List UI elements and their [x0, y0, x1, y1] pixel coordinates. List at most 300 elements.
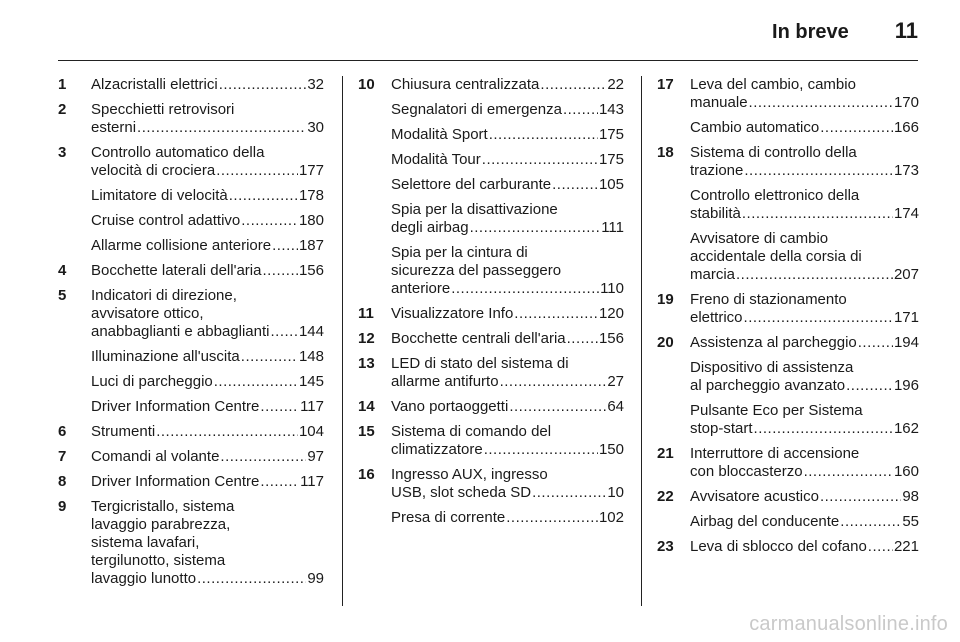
- entry-line: Controllo automatico della: [91, 144, 265, 161]
- entry-line: Leva del cambio, cambio: [690, 76, 856, 93]
- leader-dots: [197, 570, 306, 588]
- index-entry[interactable]: [58, 187, 324, 205]
- entry-line: sistema lavafari,: [91, 534, 200, 551]
- entry-label: lavaggio lunotto: [91, 570, 197, 587]
- entry-page-number: 99: [307, 570, 324, 587]
- entry-label: Alzacristalli elettrici: [91, 76, 218, 93]
- entry-page-number: 175: [598, 126, 624, 143]
- index-entry[interactable]: [657, 76, 919, 112]
- leader-dots: [744, 162, 893, 180]
- entry-line: Dispositivo di assistenza: [690, 359, 854, 376]
- entry-page-number: 105: [598, 176, 624, 193]
- entry-page-number: 221: [893, 538, 919, 555]
- entry-last-line: [91, 262, 324, 280]
- entry-label: Visualizzatore Info: [391, 305, 514, 322]
- index-entry[interactable]: [358, 101, 624, 119]
- entry-last-line: [391, 101, 624, 119]
- entry-text: [91, 76, 324, 94]
- index-entry[interactable]: [358, 398, 624, 416]
- entry-text: [91, 423, 324, 441]
- leader-dots: [241, 212, 298, 230]
- entry-text: [91, 398, 324, 416]
- entry-text: [690, 402, 919, 438]
- entry-page-number: 32: [307, 76, 324, 93]
- entry-line: Controllo elettronico della: [690, 187, 860, 204]
- entry-number: 3: [58, 144, 67, 161]
- entry-number: 12: [358, 330, 375, 347]
- entry-label: degli airbag: [391, 219, 469, 236]
- leader-dots: [744, 309, 893, 327]
- entry-number: 14: [358, 398, 375, 415]
- index-entry[interactable]: [358, 151, 624, 169]
- entry-label: Driver Information Centre: [91, 398, 260, 415]
- watermark: carmanualsonline.info: [749, 613, 948, 635]
- index-entry[interactable]: [358, 201, 624, 237]
- entry-last-line: [391, 373, 624, 391]
- entry-text: [91, 187, 324, 205]
- header-rule: [58, 60, 918, 61]
- leader-dots: [137, 119, 306, 137]
- entry-last-line: [91, 398, 324, 416]
- entry-text: [391, 101, 624, 119]
- entry-text: [91, 448, 324, 466]
- leader-dots: [484, 441, 598, 459]
- index-entry[interactable]: [358, 244, 624, 298]
- leader-dots: [749, 94, 893, 112]
- entry-label: Presa di corrente: [391, 509, 506, 526]
- entry-text: [690, 230, 919, 284]
- entry-line: Spia per la disattivazione: [391, 201, 558, 218]
- entry-page-number: 156: [298, 262, 324, 279]
- index-entry[interactable]: [358, 76, 624, 94]
- entry-label: al parcheggio avanzato: [690, 377, 846, 394]
- entry-page-number: 120: [598, 305, 624, 322]
- entry-label: Assistenza al parcheggio: [690, 334, 857, 351]
- leader-dots: [514, 305, 598, 323]
- entry-text: [690, 359, 919, 395]
- entry-last-line: [690, 538, 919, 556]
- entry-last-line: [391, 441, 624, 459]
- entry-label: allarme antifurto: [391, 373, 499, 390]
- entry-page-number: 10: [607, 484, 624, 501]
- entry-text: [391, 398, 624, 416]
- entry-text: [690, 513, 919, 531]
- entry-page-number: 160: [893, 463, 919, 480]
- leader-dots: [567, 330, 598, 348]
- entry-page-number: 194: [893, 334, 919, 351]
- entry-label: manuale: [690, 94, 748, 111]
- entry-last-line: [391, 330, 624, 348]
- entry-text: [391, 466, 624, 502]
- leader-dots: [270, 323, 297, 341]
- index-entry[interactable]: [58, 473, 324, 491]
- entry-text: [391, 330, 624, 348]
- entry-page-number: 97: [307, 448, 324, 465]
- entry-label: Driver Information Centre: [91, 473, 260, 490]
- leader-dots: [156, 423, 298, 441]
- entry-last-line: [690, 309, 919, 327]
- entry-label: stabilità: [690, 205, 741, 222]
- entry-page-number: 145: [298, 373, 324, 390]
- entry-text: [91, 144, 324, 180]
- entry-label: elettrico: [690, 309, 743, 326]
- entry-last-line: [391, 280, 624, 298]
- index-entry[interactable]: [58, 498, 324, 588]
- entry-page-number: 170: [893, 94, 919, 111]
- entry-page-number: 111: [601, 219, 624, 236]
- entry-last-line: [391, 305, 624, 323]
- entry-last-line: [91, 448, 324, 466]
- entry-number: 21: [657, 445, 674, 462]
- entry-last-line: [391, 219, 624, 237]
- entry-label: Cambio automatico: [690, 119, 820, 136]
- index-entry[interactable]: [657, 187, 919, 223]
- entry-page-number: 180: [298, 212, 324, 229]
- leader-dots: [736, 266, 893, 284]
- entry-label: stop-start: [690, 420, 753, 437]
- entry-text: [391, 244, 624, 298]
- entry-number: 18: [657, 144, 674, 161]
- entry-page-number: 143: [598, 101, 624, 118]
- entry-label: Leva di sblocco del cofano: [690, 538, 867, 555]
- entry-last-line: [391, 151, 624, 169]
- column-divider-2: [641, 76, 642, 606]
- entry-text: [391, 509, 624, 527]
- entry-number: 1: [58, 76, 67, 93]
- entry-number: 20: [657, 334, 674, 351]
- entry-last-line: [91, 162, 324, 180]
- entry-text: [91, 101, 324, 137]
- leader-dots: [451, 280, 599, 298]
- entry-page-number: 178: [298, 187, 324, 204]
- entry-number: 19: [657, 291, 674, 308]
- entry-page-number: 156: [598, 330, 624, 347]
- entry-last-line: [690, 119, 919, 137]
- entry-label: Strumenti: [91, 423, 156, 440]
- leader-dots: [489, 126, 598, 144]
- index-entry[interactable]: [657, 334, 919, 352]
- entry-page-number: 144: [298, 323, 324, 340]
- entry-last-line: [91, 473, 324, 491]
- entry-last-line: [91, 570, 324, 588]
- entry-page-number: 173: [893, 162, 919, 179]
- entry-label: Cruise control adattivo: [91, 212, 241, 229]
- leader-dots: [846, 377, 893, 395]
- entry-text: [391, 305, 624, 323]
- entry-last-line: [391, 126, 624, 144]
- entry-number: 22: [657, 488, 674, 505]
- entry-line: avvisatore ottico,: [91, 305, 204, 322]
- entry-page-number: 175: [598, 151, 624, 168]
- entry-last-line: [91, 76, 324, 94]
- entry-last-line: [391, 176, 624, 194]
- entry-text: [690, 291, 919, 327]
- index-entry[interactable]: [657, 445, 919, 481]
- leader-dots: [262, 262, 298, 280]
- entry-label: Selettore del carburante: [391, 176, 552, 193]
- entry-line: sicurezza del passeggero: [391, 262, 562, 279]
- entry-line: Tergicristallo, sistema: [91, 498, 235, 515]
- entry-page-number: 207: [893, 266, 919, 283]
- entry-page-number: 55: [902, 513, 919, 530]
- index-entry[interactable]: [58, 398, 324, 416]
- leader-dots: [220, 448, 306, 466]
- entry-page-number: 64: [607, 398, 624, 415]
- entry-text: [391, 423, 624, 459]
- index-entry[interactable]: [657, 513, 919, 531]
- entry-text: [391, 151, 624, 169]
- leader-dots: [500, 373, 607, 391]
- entry-number: 6: [58, 423, 67, 440]
- index-entry[interactable]: [358, 305, 624, 323]
- entry-page-number: 196: [893, 377, 919, 394]
- entry-number: 2: [58, 101, 67, 118]
- index-entry[interactable]: [657, 538, 919, 556]
- index-entry[interactable]: [358, 176, 624, 194]
- entry-label: Limitatore di velocità: [91, 187, 228, 204]
- leader-dots: [260, 398, 299, 416]
- entry-label: marcia: [690, 266, 736, 283]
- entry-label: Bocchette laterali dell'aria: [91, 262, 262, 279]
- index-entry[interactable]: [358, 423, 624, 459]
- index-entry[interactable]: [358, 466, 624, 502]
- index-entry[interactable]: [58, 287, 324, 341]
- entry-last-line: [690, 513, 919, 531]
- entry-text: [91, 262, 324, 280]
- entry-line: Ingresso AUX, ingresso: [391, 466, 548, 483]
- entry-last-line: [690, 94, 919, 112]
- entry-line: Interruttore di accensione: [690, 445, 860, 462]
- leader-dots: [272, 237, 298, 255]
- entry-last-line: [91, 237, 324, 255]
- entry-last-line: [690, 377, 919, 395]
- entry-line: Spia per la cintura di: [391, 244, 528, 261]
- entry-number: 11: [358, 305, 374, 322]
- entry-label: Segnalatori di emergenza: [391, 101, 562, 118]
- entry-page-number: 174: [893, 205, 919, 222]
- index-entry[interactable]: [58, 373, 324, 391]
- leader-dots: [820, 119, 893, 137]
- entry-page-number: 27: [607, 373, 624, 390]
- entry-text: [391, 355, 624, 391]
- index-entry[interactable]: [358, 330, 624, 348]
- entry-last-line: [690, 463, 919, 481]
- entry-page-number: 98: [902, 488, 919, 505]
- index-entry[interactable]: [58, 101, 324, 137]
- entry-label: climatizzatore: [391, 441, 483, 458]
- leader-dots: [506, 509, 598, 527]
- entry-last-line: [391, 509, 624, 527]
- entry-number: 13: [358, 355, 375, 372]
- entry-text: [91, 473, 324, 491]
- entry-page-number: 187: [298, 237, 324, 254]
- entry-text: [690, 187, 919, 223]
- entry-text: [690, 445, 919, 481]
- entry-label: Modalità Tour: [391, 151, 481, 168]
- entry-last-line: [391, 398, 624, 416]
- entry-label: Airbag del conducente: [690, 513, 840, 530]
- entry-text: [91, 287, 324, 341]
- entry-last-line: [391, 484, 624, 502]
- leader-dots: [509, 398, 606, 416]
- page-number: 11: [894, 18, 918, 43]
- index-entry[interactable]: [58, 212, 324, 230]
- leader-dots: [532, 484, 606, 502]
- leader-dots: [482, 151, 598, 169]
- entry-text: [91, 373, 324, 391]
- index-entry[interactable]: [58, 448, 324, 466]
- entry-line: lavaggio parabrezza,: [91, 516, 231, 533]
- entry-label: anteriore: [391, 280, 451, 297]
- leader-dots: [214, 373, 298, 391]
- entry-text: [690, 76, 919, 112]
- entry-text: [391, 126, 624, 144]
- entry-number: 15: [358, 423, 375, 440]
- index-entry[interactable]: [358, 509, 624, 527]
- entry-last-line: [91, 373, 324, 391]
- entry-page-number: 177: [298, 162, 324, 179]
- leader-dots: [470, 219, 601, 237]
- entry-page-number: 102: [598, 509, 624, 526]
- entry-text: [690, 119, 919, 137]
- index-column-1: [58, 76, 324, 595]
- entry-number: 16: [358, 466, 375, 483]
- entry-number: 7: [58, 448, 67, 465]
- entry-label: Modalità Sport: [391, 126, 488, 143]
- entry-text: [690, 538, 919, 556]
- entry-page-number: 117: [300, 473, 324, 490]
- entry-text: [91, 237, 324, 255]
- entry-last-line: [690, 334, 919, 352]
- leader-dots: [229, 187, 298, 205]
- entry-page-number: 30: [307, 119, 324, 136]
- entry-line: accidentale della corsia di: [690, 248, 862, 265]
- index-entry[interactable]: [657, 402, 919, 438]
- entry-label: anabbaglianti e abbaglianti: [91, 323, 270, 340]
- entry-text: [690, 488, 919, 506]
- entry-last-line: [91, 119, 324, 137]
- index-entry[interactable]: [657, 359, 919, 395]
- leader-dots: [563, 101, 598, 119]
- index-column-2: [358, 76, 624, 534]
- entry-label: Luci di parcheggio: [91, 373, 213, 390]
- entry-number: 8: [58, 473, 67, 490]
- index-entry[interactable]: [657, 144, 919, 180]
- entry-text: [91, 212, 324, 230]
- entry-text: [690, 334, 919, 352]
- entry-page-number: 150: [598, 441, 624, 458]
- entry-last-line: [690, 266, 919, 284]
- leader-dots: [868, 538, 893, 556]
- index-entry[interactable]: [58, 76, 324, 94]
- page-title: In breve: [772, 21, 849, 43]
- entry-page-number: 110: [600, 280, 624, 297]
- entry-last-line: [391, 76, 624, 94]
- entry-text: [91, 498, 324, 588]
- entry-page-number: 104: [298, 423, 324, 440]
- entry-last-line: [91, 187, 324, 205]
- entry-page-number: 148: [298, 348, 324, 365]
- entry-text: [391, 176, 624, 194]
- entry-page-number: 166: [893, 119, 919, 136]
- leader-dots: [552, 176, 598, 194]
- index-entry[interactable]: [58, 262, 324, 280]
- index-entry[interactable]: [358, 126, 624, 144]
- leader-dots: [858, 334, 893, 352]
- index-entry[interactable]: [58, 237, 324, 255]
- leader-dots: [742, 205, 893, 223]
- index-entry[interactable]: [657, 230, 919, 284]
- entry-line: Avvisatore di cambio: [690, 230, 829, 247]
- entry-number: 4: [58, 262, 67, 279]
- leader-dots: [216, 162, 298, 180]
- leader-dots: [840, 513, 901, 531]
- leader-dots: [219, 76, 307, 94]
- entry-line: Indicatori di direzione,: [91, 287, 237, 304]
- entry-label: Vano portaoggetti: [391, 398, 509, 415]
- entry-line: tergilunotto, sistema: [91, 552, 226, 569]
- entry-text: [690, 144, 919, 180]
- entry-last-line: [690, 162, 919, 180]
- entry-last-line: [690, 420, 919, 438]
- entry-text: [391, 201, 624, 237]
- index-entry[interactable]: [358, 355, 624, 391]
- entry-text: [91, 348, 324, 366]
- leader-dots: [241, 348, 298, 366]
- entry-label: trazione: [690, 162, 744, 179]
- index-entry[interactable]: [58, 144, 324, 180]
- entry-label: esterni: [91, 119, 137, 136]
- entry-line: Sistema di controllo della: [690, 144, 857, 161]
- entry-number: 23: [657, 538, 674, 555]
- index-entry[interactable]: [58, 348, 324, 366]
- entry-line: Pulsante Eco per Sistema: [690, 402, 863, 419]
- page-header: [772, 18, 918, 44]
- entry-page-number: 117: [300, 398, 324, 415]
- entry-page-number: 162: [893, 420, 919, 437]
- entry-number: 10: [358, 76, 375, 93]
- leader-dots: [540, 76, 606, 94]
- index-column-3: [657, 76, 919, 563]
- entry-label: Comandi al volante: [91, 448, 220, 465]
- entry-line: Sistema di comando del: [391, 423, 552, 440]
- leader-dots: [260, 473, 299, 491]
- entry-last-line: [91, 423, 324, 441]
- index-entry[interactable]: [657, 488, 919, 506]
- index-entry[interactable]: [58, 423, 324, 441]
- entry-last-line: [91, 348, 324, 366]
- leader-dots: [754, 420, 893, 438]
- entry-last-line: [690, 205, 919, 223]
- entry-line: Freno di stazionamento: [690, 291, 847, 308]
- leader-dots: [820, 488, 901, 506]
- entry-label: Illuminazione all'uscita: [91, 348, 240, 365]
- entry-last-line: [690, 488, 919, 506]
- index-entry[interactable]: [657, 119, 919, 137]
- column-divider-1: [342, 76, 343, 606]
- entry-label: con bloccasterzo: [690, 463, 803, 480]
- entry-number: 17: [657, 76, 674, 93]
- entry-page-number: 171: [893, 309, 919, 326]
- entry-label: Allarme collisione anteriore: [91, 237, 272, 254]
- entry-label: Avvisatore acustico: [690, 488, 819, 505]
- entry-label: Bocchette centrali dell'aria: [391, 330, 566, 347]
- entry-label: USB, slot scheda SD: [391, 484, 532, 501]
- index-entry[interactable]: [657, 291, 919, 327]
- entry-line: LED di stato del sistema di: [391, 355, 569, 372]
- entry-number: 5: [58, 287, 67, 304]
- leader-dots: [804, 463, 893, 481]
